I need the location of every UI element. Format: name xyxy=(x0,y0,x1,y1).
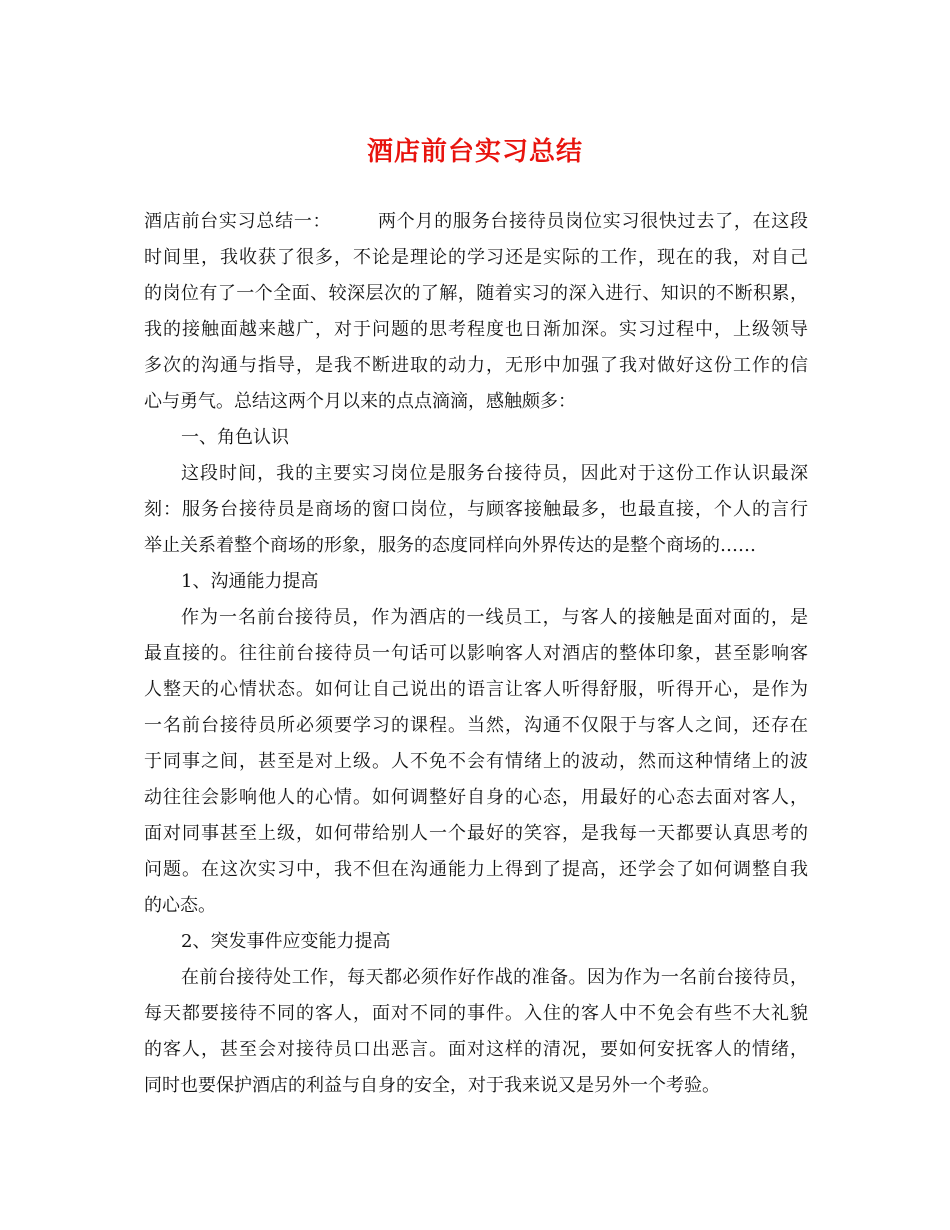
text-line: 面对同事甚至上级，如何带给别人一个最好的笑容，是我每一天都要认真思考的 xyxy=(144,823,808,844)
section-heading: 2、突发事件应变能力提高 xyxy=(181,931,391,952)
section-heading: 1、沟通能力提高 xyxy=(181,571,319,592)
text-line: 在前台接待处工作，每天都必须作好作战的准备。因为作为一名前台接待员， xyxy=(181,967,808,988)
text-line: 时间里，我收获了很多，不论是理论的学习还是实际的工作，现在的我，对自己 xyxy=(144,247,808,268)
text-line xyxy=(144,204,808,240)
document-title: 酒店前台实习总结 xyxy=(366,137,583,167)
text-line: 心与勇气。总结这两个月以来的点点滴滴，感触颇多： xyxy=(144,391,576,412)
text-line: 动往往会影响他人的心情。如何调整好自身的心态，用最好的心态去面对客人， xyxy=(144,787,808,808)
text-run: 两个月的服务台接待员岗位实习很快过去了，在这段 xyxy=(377,211,808,232)
text-line: 举止关系着整个商场的形象，服务的态度同样向外界传达的是整个商场的…… xyxy=(144,535,756,556)
text-line: 作为一名前台接待员，作为酒店的一线员工，与客人的接触是面对面的，是 xyxy=(181,607,808,628)
text-line: 我的接触面越来越广，对于问题的思考程度也日渐加深。实习过程中，上级领导 xyxy=(144,319,808,340)
document-body xyxy=(144,204,808,1104)
text-line: 最直接的。往往前台接待员一句话可以影响客人对酒店的整体印象，甚至影响客 xyxy=(144,643,808,664)
text-line: 的岗位有了一个全面、较深层次的了解，随着实习的深入进行、知识的不断积累， xyxy=(144,283,808,304)
section-heading: 一、角色认识 xyxy=(181,427,289,448)
text-line: 同时也要保护酒店的利益与自身的安全，对于我来说又是另外一个考验。 xyxy=(144,1075,720,1096)
text-line: 这段时间，我的主要实习岗位是服务台接待员，因此对于这份工作认识最深 xyxy=(181,463,808,484)
text-line: 的心态。 xyxy=(144,895,216,916)
text-line: 刻：服务台接待员是商场的窗口岗位，与顾客接触最多，也最直接，个人的言行 xyxy=(144,499,808,520)
text-line: 多次的沟通与指导，是我不断进取的动力，无形中加强了我对做好这份工作的信 xyxy=(144,355,808,376)
text-line: 一名前台接待员所必须要学习的课程。当然，沟通不仅限于与客人之间，还存在 xyxy=(144,715,808,736)
section-lead: 酒店前台实习总结一： xyxy=(144,211,332,232)
text-line: 每天都要接待不同的客人，面对不同的事件。入住的客人中不免会有些不大礼貌 xyxy=(144,1003,808,1024)
text-line: 的客人，甚至会对接待员口出恶言。面对这样的清况，要如何安抚客人的情绪， xyxy=(144,1039,808,1060)
text-line: 问题。在这次实习中，我不但在沟通能力上得到了提高，还学会了如何调整自我 xyxy=(144,859,808,880)
text-line: 人整天的心情状态。如何让自己说出的语言让客人听得舒服，听得开心，是作为 xyxy=(144,679,808,700)
text-line: 于同事之间，甚至是对上级。人不免不会有情绪上的波动，然而这种情绪上的波 xyxy=(144,751,808,772)
